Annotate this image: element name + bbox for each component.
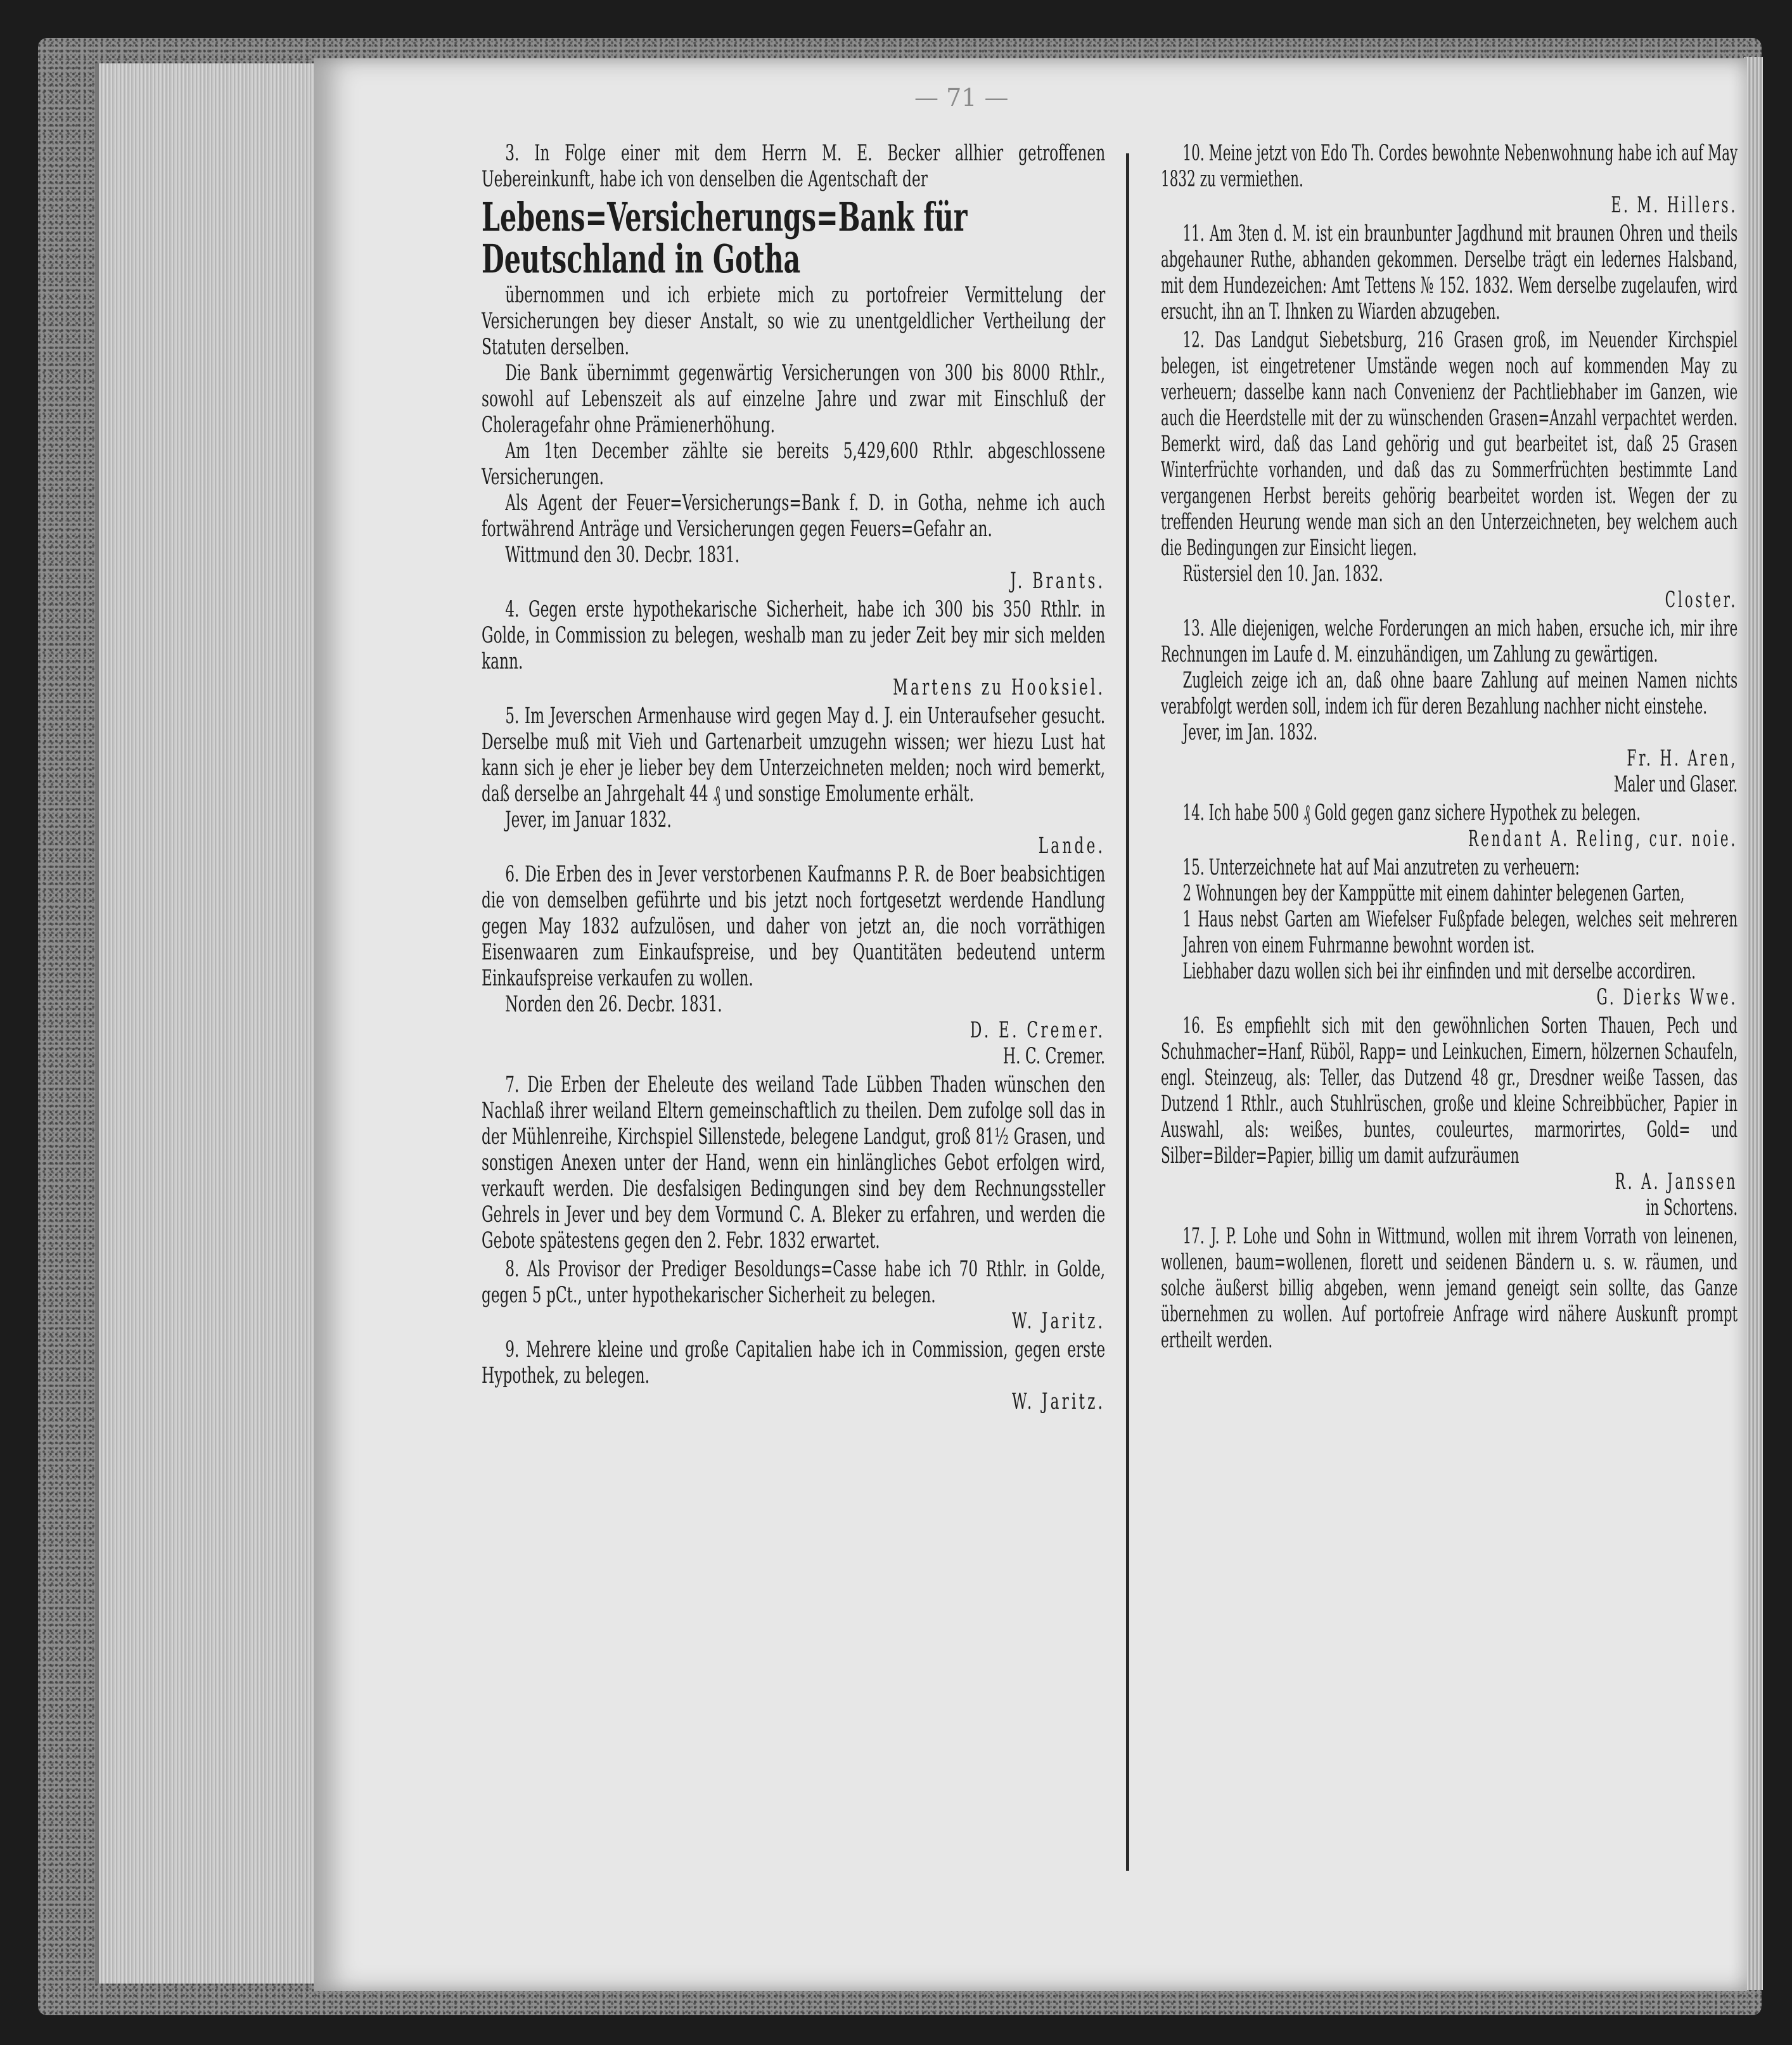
ad-text: 11. Am 3ten d. M. ist ein braunbunter Jagdhund mit braunen Ohren und theils abgehauner Ruthe, abhanden gekommen. Derselbe trägt ein ledernes Halsband, mit dem Hundezeichen: Amt Tettens № 152. 1832. Wem derselbe zugelaufen, wird ersucht, ihn an T. Ihnken zu Wiarden abzugeben. — [1161, 221, 1738, 324]
ad-signature: D. E. Cremer. — [970, 1018, 1106, 1043]
ad-signature: J. Brants. — [1010, 568, 1106, 594]
advertisement — [1161, 1013, 1738, 1221]
ad-text: Rüstersiel den 10. Jan. 1832. — [1182, 561, 1383, 587]
ad-signature: H. C. Cremer. — [1002, 1044, 1106, 1069]
column-divider — [1126, 153, 1129, 1871]
ad-text: Die Bank übernimmt gegenwärtig Versicherungen von 300 bis 8000 Rthlr., sowohl auf Lebenszeit als auf einzelne Jahre und zwar mit Einschluß der Choleragefahr ohne Prämienerhöhung. — [482, 361, 1106, 438]
ad-text: Jever, im Januar 1832. — [505, 807, 672, 833]
ad-text: 9. Mehrere kleine und große Capitalien habe ich in Commission, gegen erste Hypothek, zu belegen. — [482, 1337, 1106, 1388]
ad-signature: R. A. Janssen — [1615, 1169, 1738, 1195]
ad-text: 5. Im Jeverschen Armenhause wird gegen May d. J. ein Unteraufseher gesucht. Derselbe muß mit Vieh und Gartenarbeit umzugehn wissen; wer hiezu Lust hat kann sich je eher je lieber bey dem Unterzeichneten melden; noch wird bemerkt, daß derselbe an Jahrgehalt 44 ₰ und sonstige Emolumente erhält. — [482, 703, 1106, 807]
ad-signature: Fr. H. Aren, — [1627, 746, 1738, 771]
ad-text: 4. Gegen erste hypothekarische Sicherheit, habe ich 300 bis 350 Rthlr. in Golde, in Commission zu belegen, weshalb man zu jeder Zeit bey mir sich melden kann. — [482, 597, 1106, 674]
advertisement — [1161, 616, 1738, 798]
ad-list-item: 1 Haus nebst Garten am Wiefelser Fußpfade belegen, welches seit mehreren Jahren von einem Fuhrmanne bewohnt worden ist. — [1182, 907, 1738, 958]
ad-text: 7. Die Erben der Eheleute des weiland Tade Lübben Thaden wünschen den Nachlaß ihrer weiland Eltern gemeinschaftlich zu theilen. Dem zufolge soll das in der Mühlenreihe, Kirchspiel Sillenstede, belegene Landgut, groß 81½ Grasen, und sonstigen Anexen unter der Hand, wenn ein hinlängliches Gebot erfolgen wird, verkauft werden. Die desfalsigen Bedingungen sind bey dem Rechnungssteller Gehrels in Jever und bey dem Vormund C. A. Bleker zu erfahren, und werden die Gebote spätestens gegen den 2. Febr. 1832 erwartet. — [482, 1072, 1106, 1253]
ad-text: 16. Es empfiehlt sich mit den gewöhnlichen Sorten Thauen, Pech und Schuhmacher=Hanf, Rüböl, Rapp= und Leinkuchen, Eimern, hölzernen Schaufeln, engl. Steinzeug, als: Teller, das Dutzend 48 gr., Dresdner weiße Tassen, das Dutzend 1 Rthlr., auch Stuhlrüschen, große und kleine Schreibbücher, Papier in Auswahl, als: weißes, buntes, couleurtes, marmorirtes, Gold= und Silber=Bilder=Papier, billig um damit aufzuräumen — [1161, 1013, 1738, 1169]
ad-signature: W. Jaritz. — [1011, 1309, 1106, 1334]
advertisement — [482, 597, 1105, 701]
ad-signature: Lande. — [1038, 833, 1106, 859]
advertisement — [1161, 221, 1738, 325]
advertisement — [1161, 1224, 1738, 1354]
page-edges — [95, 63, 327, 1984]
ad-signature: Maler und Glaser. — [1613, 772, 1738, 797]
advertisement — [482, 1337, 1105, 1415]
advertisement — [1161, 855, 1738, 1011]
ad-text: Als Agent der Feuer=Versicherungs=Bank f. D. in Gotha, nehme ich auch fortwährend Anträge und Versicherungen gegen Feuers=Gefahr an. — [482, 490, 1106, 542]
advertisement — [1161, 328, 1738, 613]
ad-signature: in Schortens. — [1646, 1195, 1738, 1221]
ad-text: Liebhaber dazu wollen sich bei ihr einfinden und mit derselbe accordiren. — [1182, 959, 1696, 984]
advertisement — [482, 141, 1105, 594]
printed-page — [314, 58, 1747, 1991]
advertisement — [1161, 800, 1738, 852]
right-column — [1161, 141, 1738, 1356]
ad-signature: E. M. Hillers. — [1611, 193, 1738, 218]
left-column — [482, 141, 1105, 1418]
ad-text: übernommen und ich erbiete mich zu portofreier Vermittelung der Versicherungen bey dieser Anstalt, so wie zu unentgeldlicher Vertheilung der Statuten derselben. — [482, 283, 1106, 360]
page-number: — 71 — — [914, 84, 1009, 112]
advertisement — [1161, 141, 1738, 219]
ad-text: 17. J. P. Lohe und Sohn in Wittmund, wollen mit ihrem Vorrath von leinenen, wollenen, baum=wollenen, florett und seidenen Bändern u. s. w. räumen, und solche äußerst billig abgeben, wenn jemand geneigt sein sollte, das Ganze übernehmen zu wollen. Auf portofreie Anfrage wird nähere Auskunft prompt ertheilt werden. — [1161, 1224, 1738, 1353]
ad-text: 10. Meine jetzt von Edo Th. Cordes bewohnte Nebenwohnung habe ich auf May 1832 zu vermiethen. — [1161, 141, 1738, 192]
ad-text: Zugleich zeige ich an, daß ohne baare Zahlung auf meinen Namen nichts verabfolgt werden soll, indem ich für deren Bezahlung nachher nicht einstehe. — [1161, 668, 1738, 719]
ad-signature: W. Jaritz. — [1011, 1389, 1106, 1414]
ad-text: 8. Als Provisor der Prediger Besoldungs=Casse habe ich 70 Rthlr. in Golde, gegen 5 pCt., unter hypothekarischer Sicherheit zu belegen. — [482, 1257, 1106, 1308]
advertisement — [482, 1072, 1105, 1254]
ad-text: 6. Die Erben des in Jever verstorbenen Kaufmanns P. R. de Boer beabsichtigen die von demselben geführte und bis jetzt noch fortgesetzt werdende Handlung gegen May 1832 aufzulösen, und daher von jetzt an, die noch vorräthigen Eisenwaaren zum Einkaufspreise, und bey Quantitäten bedeutend unterm Einkaufspreise verkaufen zu wollen. — [482, 862, 1106, 991]
ad-text: Wittmund den 30. Decbr. 1831. — [505, 542, 740, 568]
ad-signature: Closter. — [1665, 587, 1738, 613]
ad-text: Am 1ten December zählte sie bereits 5,429,600 Rthlr. abgeschlossene Versicherungen. — [482, 439, 1106, 490]
ad-text: Jever, im Jan. 1832. — [1182, 720, 1318, 745]
advertisement — [482, 703, 1105, 859]
advertisement — [482, 1257, 1105, 1335]
ad-signature: Martens zu Hooksiel. — [893, 675, 1106, 700]
ad-text: 13. Alle diejenigen, welche Forderungen an mich haben, ersuche ich, mir ihre Rechnungen im Laufe d. M. einzuhändigen, um Zahlung zu gewärtigen. — [1161, 616, 1738, 667]
ad-text: 14. Ich habe 500 ₰ Gold gegen ganz sichere Hypothek zu belegen. — [1182, 800, 1641, 826]
ad-signature: Rendant A. Reling, cur. noie. — [1468, 826, 1738, 852]
ad-list-item: 2 Wohnungen bey der Kamppütte mit einem dahinter belegenen Garten, — [1182, 881, 1685, 906]
advertisement — [482, 862, 1105, 1070]
ad-text: 15. Unterzeichnete hat auf Mai anzutreten zu verheuern: — [1182, 855, 1580, 880]
ad-headline: Lebens=Versicherungs=Bank für Deutschland in Gotha — [482, 194, 968, 282]
ad-text: 3. In Folge einer mit dem Herrn M. E. Becker allhier getroffenen Uebereinkunft, habe ich von denselben die Agentschaft der — [482, 141, 1106, 192]
ad-signature: G. Dierks Wwe. — [1596, 985, 1738, 1010]
ad-text: 12. Das Landgut Siebetsburg, 216 Grasen groß, im Neuender Kirchspiel belegen, ist eingetretener Umstände wegen noch auf kommenden May zu verheuern; dasselbe kann nach Convenienz der Pachtliebhaber im Ganzen, wie auch die Heerdstelle mit der zu wünschenden Grasen=Anzahl verpachtet werden. Bemerkt wird, daß das Land gehörig und gut bearbeitet ist, daß 25 Grasen Winterfrüchte vorhanden, und daß das zu Sommerfrüchten bestimmte Land vergangenen Herbst bereits gehörig bearbeitet worden ist. Wegen der zu treffenden Heurung wende man sich an den Unterzeichneten, bey welchem auch die Bedingungen zur Einsicht liegen. — [1161, 328, 1738, 561]
ad-text: Norden den 26. Decbr. 1831. — [505, 992, 722, 1017]
